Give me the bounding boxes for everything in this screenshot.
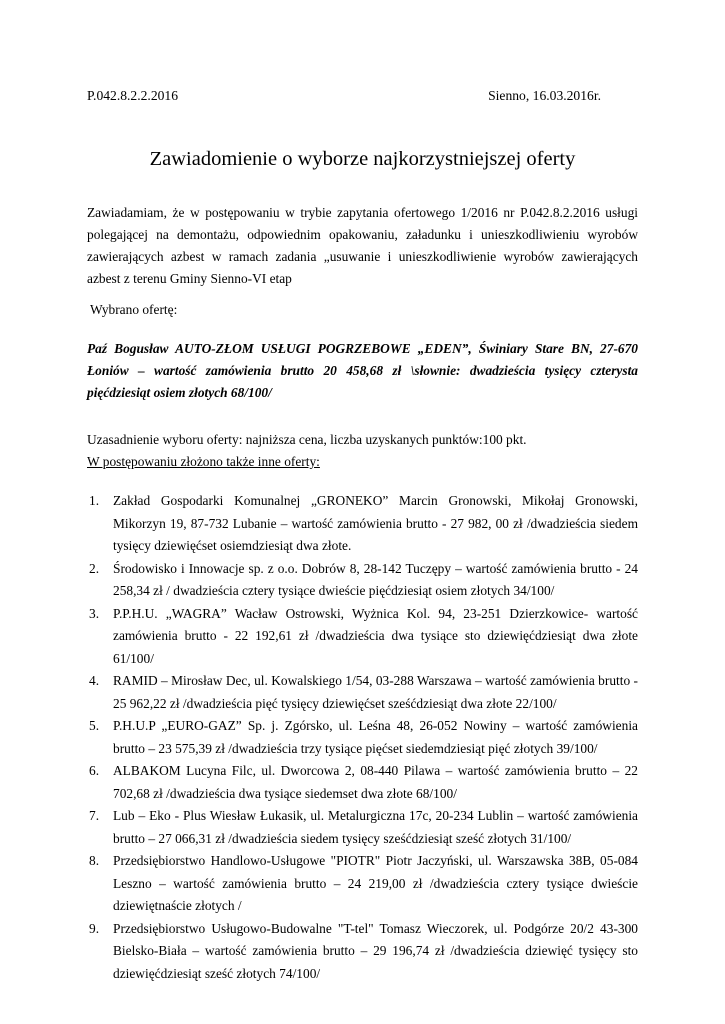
list-item-text: Przedsiębiorstwo Usługowo-Budowalne "T-tel" Tomasz Wieczorek, ul. Podgórze 20/2 43-300 Bielsko-Biała – wartość zamówienia brutto – 29 196,74 zł /dwadzieścia dziewięć tysięcy sto dziewięćdziesiąt sześć złotych 74/100/ xyxy=(113,920,638,981)
selection-reason: Uzasadnienie wyboru oferty: najniższa cena, liczba uzyskanych punktów:100 pkt. xyxy=(87,432,527,447)
list-item-number: 8. xyxy=(89,853,100,868)
list-item-number: 7. xyxy=(89,808,100,823)
list-item-number: 2. xyxy=(89,560,100,576)
list-item xyxy=(87,490,638,558)
list-item-text: P.H.U.P „EURO-GAZ” Sp. j. Zgórsko, ul. Leśna 48, 26-052 Nowiny – wartość zamówienia brutto – 23 575,39 zł /dwadzieścia trzy tysiące pięćset siedemdziesiąt pięć złotych 39/100/ xyxy=(113,718,638,756)
list-item xyxy=(87,760,638,805)
list-item xyxy=(87,670,638,715)
list-item-text: Zakład Gospodarki Komunalnej „GRONEKO” Marcin Gronowski, Mikołaj Gronowski, Mikorzyn 19, 87-732 Lubanie – wartość zamówienia brutto - 27 982, 00 zł /dwadzieścia siedem tysięcy dziewięćset osiemdziesiąt dwa złote. xyxy=(113,493,638,553)
winning-offer: Paź Bogusław AUTO-ZŁOM USŁUGI POGRZEBOWE „EDEN”, Świniary Stare BN, 27-670 Łoniów – wartość zamówienia brutto 20 458,68 zł \słownie: dwadzieścia tysięcy czterysta pięćdziesiąt osiem złotych 68/100/ xyxy=(87,341,638,400)
list-item-number: 9. xyxy=(89,920,100,936)
list-item xyxy=(87,918,638,986)
list-item-text: Lub – Eko - Plus Wiesław Łukasik, ul. Metalurgiczna 17c, 20-234 Lublin – wartość zamówienia brutto – 27 066,31 zł /dwadzieścia siedem tysięcy sześćdziesiąt sześć złotych 31/100/ xyxy=(113,808,638,846)
list-item-number: 5. xyxy=(89,718,100,733)
list-item-number: 6. xyxy=(89,763,100,778)
other-offers-label: W postępowaniu złożono także inne oferty: xyxy=(87,454,320,469)
list-item-text: Przedsiębiorstwo Handlowo-Usługowe "PIOTR" Piotr Jaczyński, ul. Warszawska 38B, 05-084 Leszno – wartość zamówienia brutto – 24 219,00 zł /dwadzieścia cztery tysiące dwieście dziewiętnaście złotych / xyxy=(113,853,638,913)
list-item xyxy=(87,850,638,918)
list-item-text: P.P.H.U. „WAGRA” Wacław Ostrowski, Wyżnica Kol. 94, 23-251 Dzierzkowice- wartość zamówienia brutto - 22 192,61 zł /dwadzieścia dwa tysiące sto dziewięćdziesiąt dwa złote 61/100/ xyxy=(113,605,638,666)
document-header xyxy=(87,88,601,104)
reference-number: P.042.8.2.2.2016 xyxy=(87,88,179,103)
other-offers-list xyxy=(87,490,638,985)
list-item-number: 3. xyxy=(89,605,100,621)
list-item xyxy=(87,715,638,760)
place-date: Sienno, 16.03.2016r. xyxy=(488,88,601,103)
list-item-text: ALBAKOM Lucyna Filc, ul. Dworcowa 2, 08-440 Pilawa – wartość zamówienia brutto – 22 702,68 zł /dwadzieścia dwa tysiące siedemset dwa złote 68/100/ xyxy=(113,763,638,801)
list-item-text: Środowisko i Innowacje sp. z o.o. Dobrów 8, 28-142 Tuczępy – wartość zamówienia brutto - 24 258,34 zł / dwadzieścia cztery tysiące dwieście pięćdziesiąt osiem złotych 34/100/ xyxy=(113,560,638,598)
list-item-text: RAMID – Mirosław Dec, ul. Kowalskiego 1/54, 03-288 Warszawa – wartość zamówienia brutto - 25 962,22 zł /dwadzieścia pięć tysięcy dziewięćset sześćdziesiąt dwa złote 22/100/ xyxy=(113,673,638,711)
list-item-number: 1. xyxy=(89,493,100,508)
intro-paragraph: Zawiadamiam, że w postępowaniu w trybie zapytania ofertowego 1/2016 nr P.042.8.2.2016 usługi polegającej na demontażu, odpowiednim opakowaniu, załadunku i unieszkodliwieniu wyrobów zawierających azbest w ramach zadania „usuwanie i unieszkodliwienie wyrobów zawierających azbest z terenu Gminy Sienno-VI etap xyxy=(87,205,638,286)
list-item-number: 4. xyxy=(89,673,100,688)
list-item xyxy=(87,603,638,671)
list-item xyxy=(87,558,638,603)
document-title: Zawiadomienie o wyborze najkorzystniejszej oferty xyxy=(149,148,576,170)
chosen-offer-label: Wybrano ofertę: xyxy=(90,302,178,317)
list-item xyxy=(87,805,638,850)
